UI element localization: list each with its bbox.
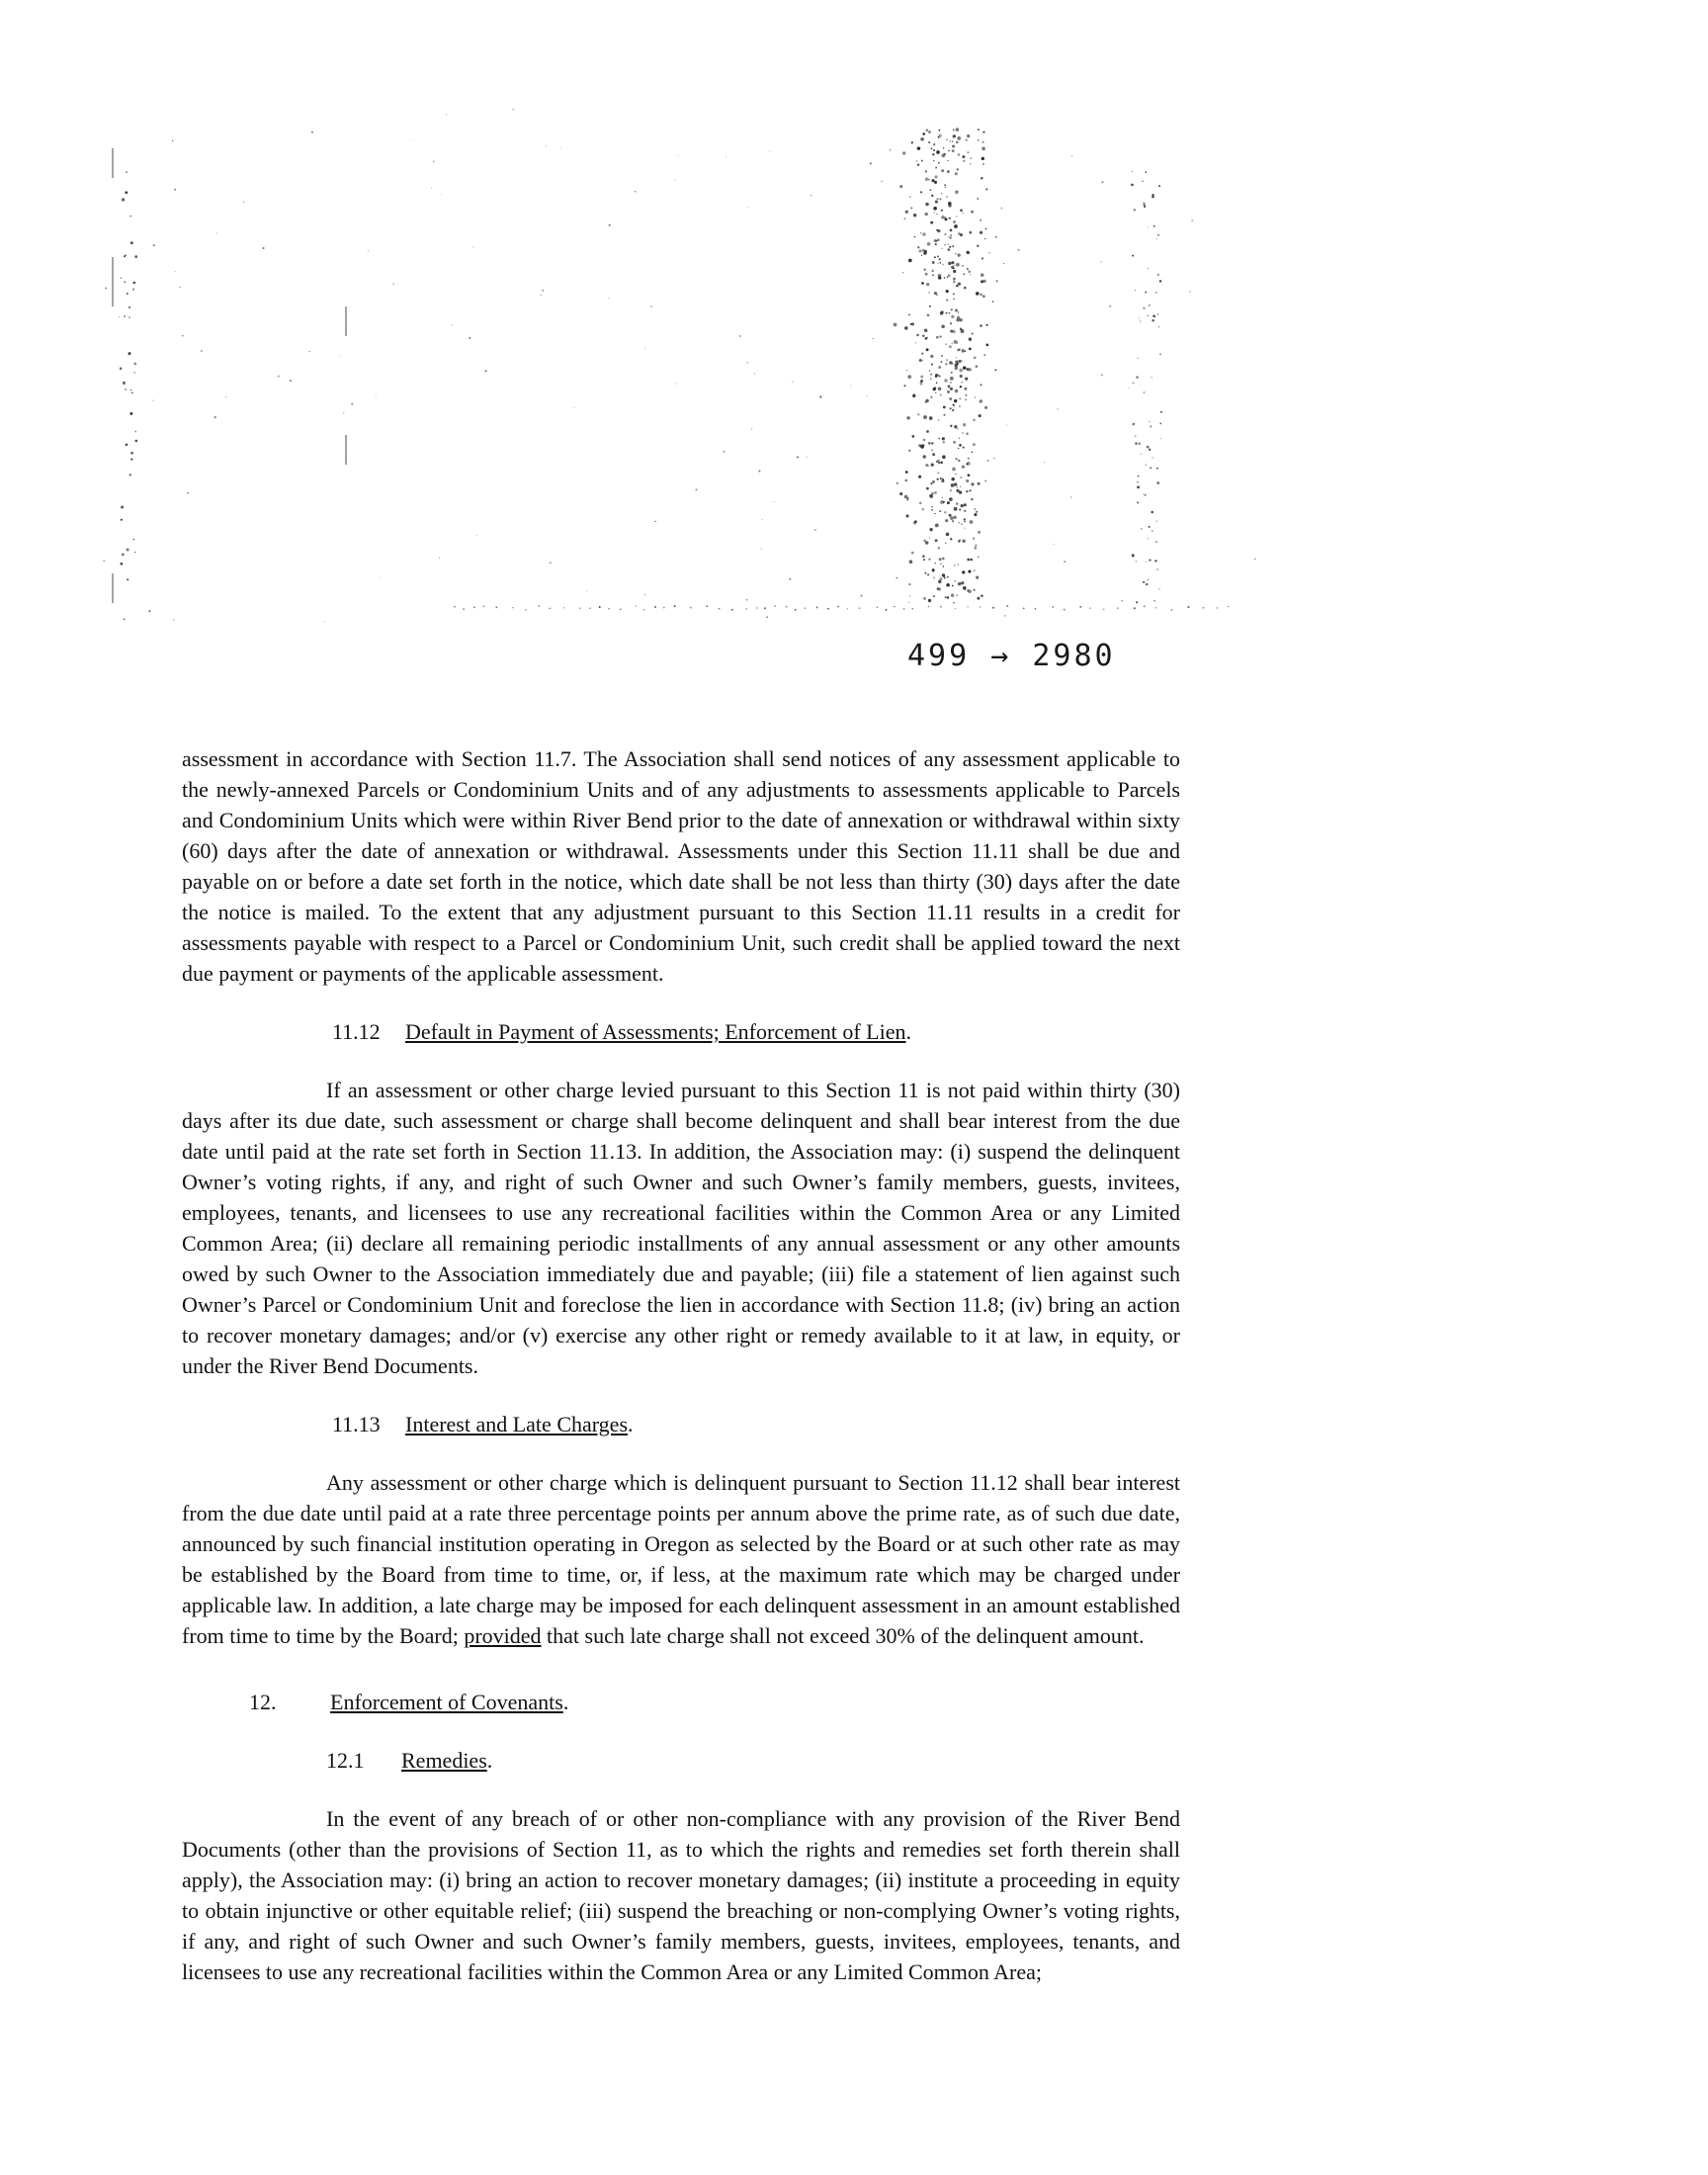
- section-title-trail: .: [905, 1019, 911, 1044]
- section-11-12-heading: [182, 1016, 1180, 1047]
- section-title-trail: .: [628, 1412, 634, 1436]
- page-number: 499 → 2980: [907, 639, 1116, 673]
- continued-paragraph: assessment in accordance with Section 11.7. The Association shall send notices of any assessment applicable to the newly-annexed Parcels or Condominium Units and of any adjustments to assessments applicable to Parcels and Condominium Units which were within River Bend prior to the date of annexation or withdrawal within sixty (60) days after the date of annexation or withdrawal. Assessments under this Section 11.11 shall be due and payable on or before a date set forth in the notice, which date shall be not less than thirty (30) days after the date the notice is mailed. To the extent that any adjustment pursuant to this Section 11.11 results in a credit for assessments payable with respect to a Parcel or Condominium Unit, such credit shall be applied toward the next due payment or payments of the applicable assessment.: [182, 746, 1180, 986]
- body-text-part: that such late charge shall not exceed 30% of the delinquent amount.: [541, 1623, 1145, 1648]
- section-11-13-body: [182, 1467, 1180, 1651]
- body-text-cut: Area;: [993, 1959, 1042, 1984]
- section-number: 11.13: [332, 1412, 381, 1436]
- emphasized-term: provided: [464, 1623, 542, 1648]
- section-title-trail: .: [562, 1690, 569, 1714]
- section-title: Remedies: [401, 1748, 487, 1773]
- section-title-trail: .: [486, 1748, 493, 1773]
- section-title: Enforcement of Covenants: [330, 1690, 563, 1714]
- section-11-13-heading: [182, 1409, 1180, 1439]
- section-number: 11.12: [332, 1019, 381, 1044]
- section-number: 12.: [249, 1690, 277, 1714]
- document-body: [182, 743, 1180, 1987]
- section-title: Default in Payment of Assessments; Enforcement of Lien: [405, 1019, 906, 1044]
- body-text-part: In the event of any breach of or other non-compliance with any provision of the River Bend Documents (other than the provisions of Section 11, as to which the rights and remedies set forth therein shall apply), the Association may: (i) bring an action to recover monetary damages; (ii) institute a proceeding in equity to obtain injunctive or other equitable relief; (iii) suspend the breaching or non-complying Owner’s voting rights, if any, and right of such Owner and such Owner’s family members, guests, invitees, employees, tenants, and licensees to use any recreational facilities within the Common Area or any Limited Common: [182, 1806, 1180, 1984]
- scan-noise-artifact: [99, 109, 1265, 643]
- section-12-1-heading: [182, 1745, 1180, 1776]
- section-11-12-body: If an assessment or other charge levied pursuant to this Section 11 is not paid within thirty (30) days after its due date, such assessment or charge shall become delinquent and shall bear interest from the due date until paid at the rate set forth in Section 11.13. In addition, the Association may: (i) suspend the delinquent Owner’s voting rights, if any, and right of such Owner and such Owner’s family members, guests, invitees, employees, tenants, and licensees to use any recreational facilities within the Common Area or any Limited Common Area; (ii) declare all remaining periodic installments of any annual assessment or any other amounts owed by such Owner to the Association immediately due and payable; (iii) file a statement of lien against such Owner’s Parcel or Condominium Unit and foreclose the lien in accordance with Section 11.8; (iv) bring an action to recover monetary damages; and/or (v) exercise any other right or remedy available to it at law, in equity, or under the River Bend Documents.: [182, 1078, 1180, 1378]
- section-title: Interest and Late Charges: [405, 1412, 629, 1436]
- body-text-part: Any assessment or other charge which is delinquent pursuant to Section 11.12 shall bear interest from the due date until paid at a rate three percentage points per annum above the prime rate, as of such due date, announced by such financial institution operating in Oregon as selected by the Board or at such other rate as may be established by the Board from time to time, or, if less, at the maximum rate which may be charged under applicable law. In addition, a late charge may be imposed for each delinquent assessment in an amount established from time to time by the Board;: [182, 1470, 1180, 1648]
- scan-noise-graphic: [99, 109, 1265, 643]
- section-12-heading: [182, 1687, 1180, 1717]
- section-number: 12.1: [326, 1748, 365, 1773]
- section-12-1-body: [182, 1803, 1180, 1987]
